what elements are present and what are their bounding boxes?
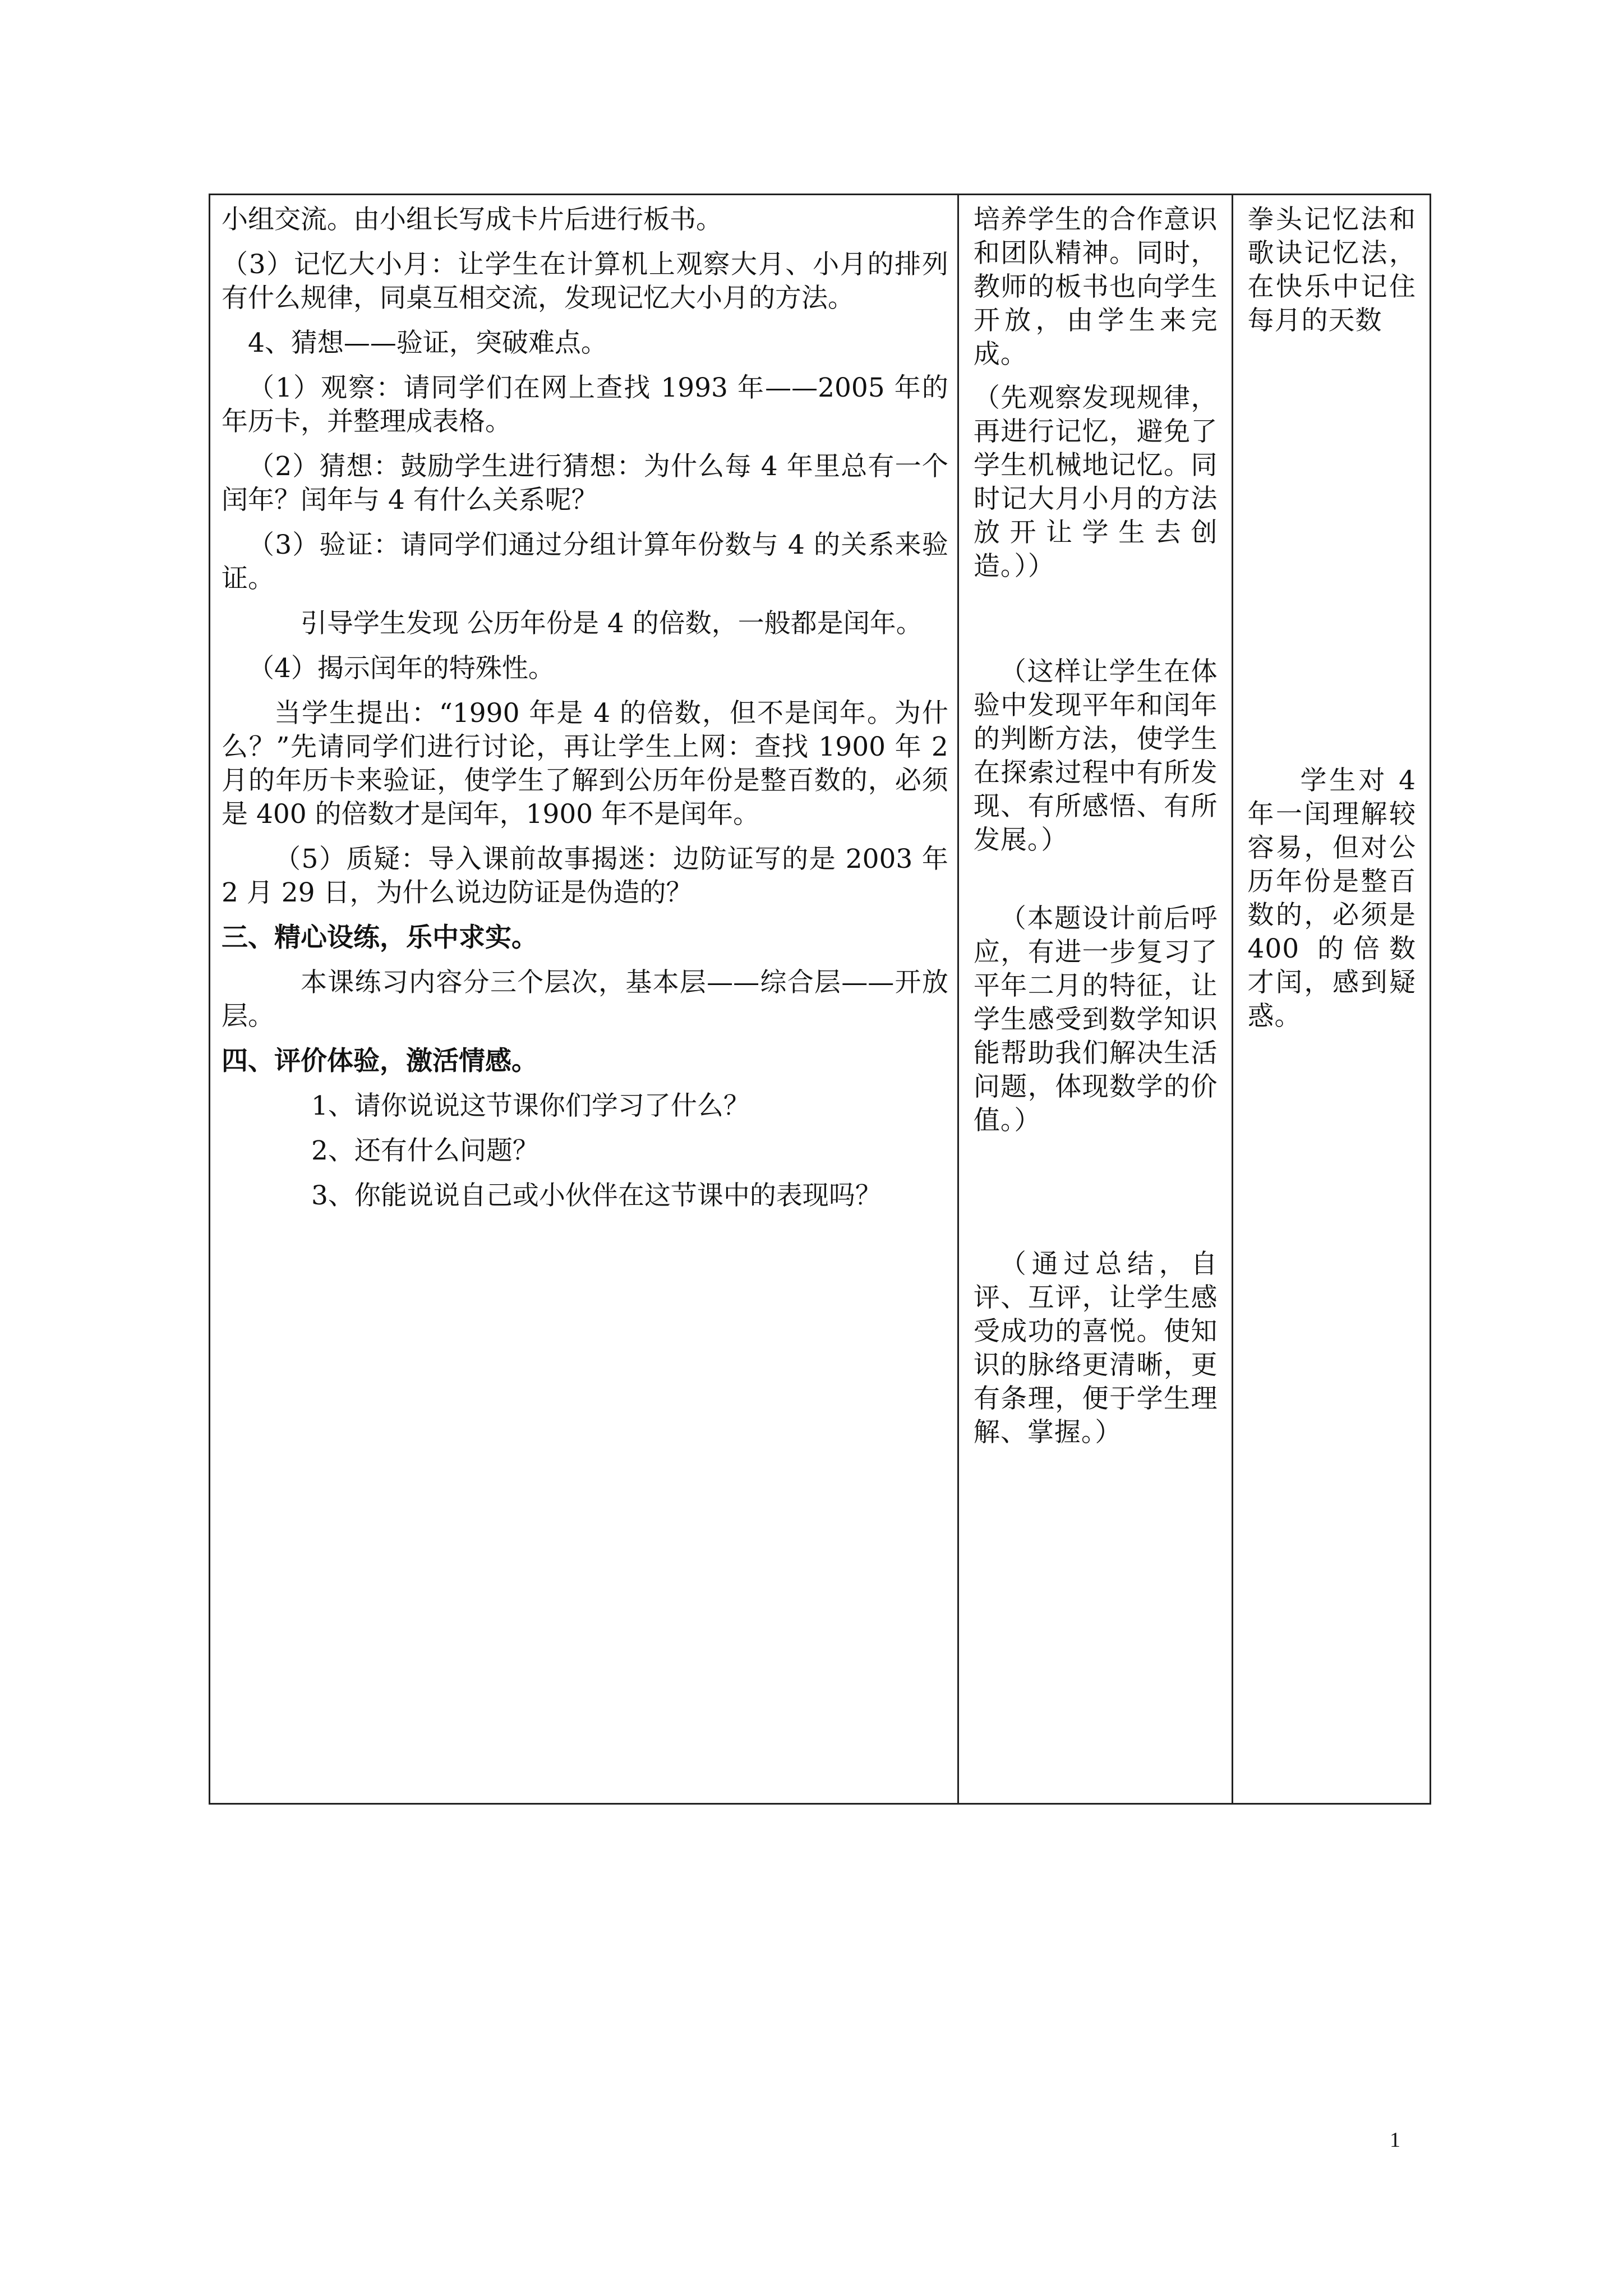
note-paragraph: 学生对 4 年一闰理解较容易，但对公历年份是整百数的，必须是 400 的倍数才闰，感到疑惑。 xyxy=(1247,765,1416,1032)
process-paragraph: 本课练习内容分三个层次，基本层——综合层——开放层。 xyxy=(222,967,948,1032)
process-paragraph: 小组交流。由小组长写成卡片后进行板书。 xyxy=(222,204,722,235)
design-intent-cell xyxy=(958,195,1232,1804)
page-number: 1 xyxy=(1390,2128,1400,2152)
section-heading: 三、精心设练，乐中求实。 xyxy=(222,922,538,953)
process-paragraph: （5）质疑：导入课前故事揭迷：边防证写的是 2003 年 2 月 29 日，为什么说边防证是伪造的？ xyxy=(222,844,948,908)
intent-paragraph: （本题设计前后呼应，有进一步复习了平年二月的特征，让学生感受到数学知识能帮助我们解决生活问题，体现数学的价值。） xyxy=(973,903,1218,1136)
process-paragraph: 2、还有什么问题？ xyxy=(311,1135,539,1166)
intent-paragraph: （通过总结，自评、互评，让学生感受成功的喜悦。使知识的脉络更清晰，更有条理，便于学生理解、掌握。） xyxy=(973,1249,1218,1448)
intent-paragraph: 培养学生的合作意识和团队精神。同时，教师的板书也向学生开放，由学生来完成。 xyxy=(973,204,1218,370)
process-paragraph: 4、猜想——验证，突破难点。 xyxy=(248,328,607,358)
lesson-plan-table xyxy=(209,194,1431,1805)
process-paragraph: 引导学生发现 公历年份是 4 的倍数，一般都是闰年。 xyxy=(301,608,923,639)
note-paragraph: 拳头记忆法和歌诀记忆法，在快乐中记住每月的天数 xyxy=(1247,204,1416,336)
process-paragraph: 3、你能说说自己或小伙伴在这节课中的表现吗？ xyxy=(311,1180,882,1211)
notes-cell xyxy=(1232,195,1431,1804)
intent-paragraph: （先观察发现规律，再进行记忆，避免了学生机械地记忆。同时记大月小月的方法放开让学生去创造。）） xyxy=(973,383,1218,582)
teaching-process-content xyxy=(222,203,948,1213)
process-paragraph: （3）记忆大小月：让学生在计算机上观察大月、小月的排列有什么规律，同桌互相交流，发现记忆大小月的方法。 xyxy=(222,249,948,314)
section-heading: 四、评价体验，激活情感。 xyxy=(222,1046,538,1076)
teaching-process-cell xyxy=(210,195,958,1804)
process-paragraph: 当学生提出：“1990 年是 4 的倍数，但不是闰年。为什么？”先请同学们进行讨论，再让学生上网：查找 1900 年 2 月的年历卡来验证，使学生了解到公历年份是整百数的，必须是 400 的倍数才是闰年，1900 年不是闰年。 xyxy=(222,698,948,830)
process-paragraph: （2）猜想：鼓励学生进行猜想：为什么每 4 年里总有一个闰年？闰年与 4 有什么关系呢？ xyxy=(222,451,948,516)
intent-paragraph: （这样让学生在体验中发现平年和闰年的判断方法，使学生在探索过程中有所发现、有所感悟、有所发展。） xyxy=(973,656,1218,855)
process-paragraph: 1、请你说说这节课你们学习了什么？ xyxy=(311,1091,750,1121)
process-paragraph: （3）验证：请同学们通过分组计算年份数与 4 的关系来验证。 xyxy=(222,530,948,594)
process-paragraph: （4）揭示闰年的特殊性。 xyxy=(248,653,555,684)
table-row xyxy=(210,195,1431,1804)
process-paragraph: （1）观察：请同学们在网上查找 1993 年——2005 年的年历卡，并整理成表格。 xyxy=(222,372,948,437)
